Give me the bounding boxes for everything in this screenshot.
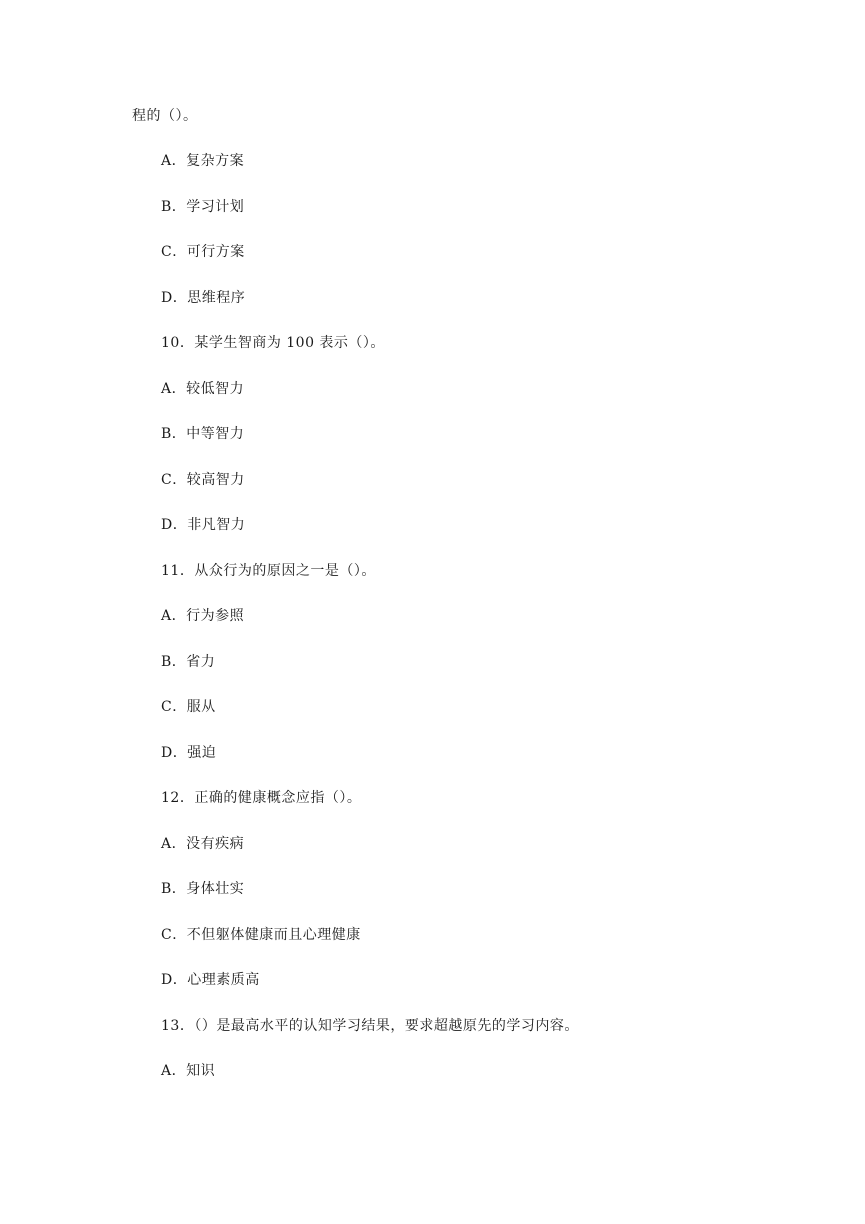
q12-option-a: A．没有疾病 — [161, 836, 245, 852]
question-13: 13．（）是最高水平的认知学习结果，要求超越原先的学习内容。 — [161, 1018, 579, 1034]
q9-option-d: D．思维程序 — [161, 290, 246, 306]
question-10: 10．某学生智商为 100 表示（）。 — [161, 335, 385, 351]
q12-option-c: C．不但躯体健康而且心理健康 — [161, 927, 361, 943]
q9-option-c: C．可行方案 — [161, 244, 245, 260]
q11-option-b: B．省力 — [161, 654, 216, 670]
q11-option-a: A．行为参照 — [161, 608, 245, 624]
q9-option-b: B．学习计划 — [161, 199, 245, 215]
q12-option-b: B．身体壮实 — [161, 881, 245, 897]
q13-option-a: A．知识 — [161, 1063, 216, 1079]
q11-option-d: D．强迫 — [161, 745, 217, 761]
q10-option-d: D．非凡智力 — [161, 517, 246, 533]
question-11: 11．从众行为的原因之一是（）。 — [161, 563, 376, 579]
question-12: 12．正确的健康概念应指（）。 — [161, 790, 362, 806]
q9-option-a: A．复杂方案 — [161, 153, 245, 169]
q10-option-a: A．较低智力 — [161, 381, 245, 397]
q11-option-c: C．服从 — [161, 699, 216, 715]
question-9-continuation: 程的（）。 — [132, 108, 198, 124]
q10-option-c: C．较高智力 — [161, 472, 245, 488]
q12-option-d: D．心理素质高 — [161, 972, 260, 988]
q10-option-b: B．中等智力 — [161, 426, 245, 442]
